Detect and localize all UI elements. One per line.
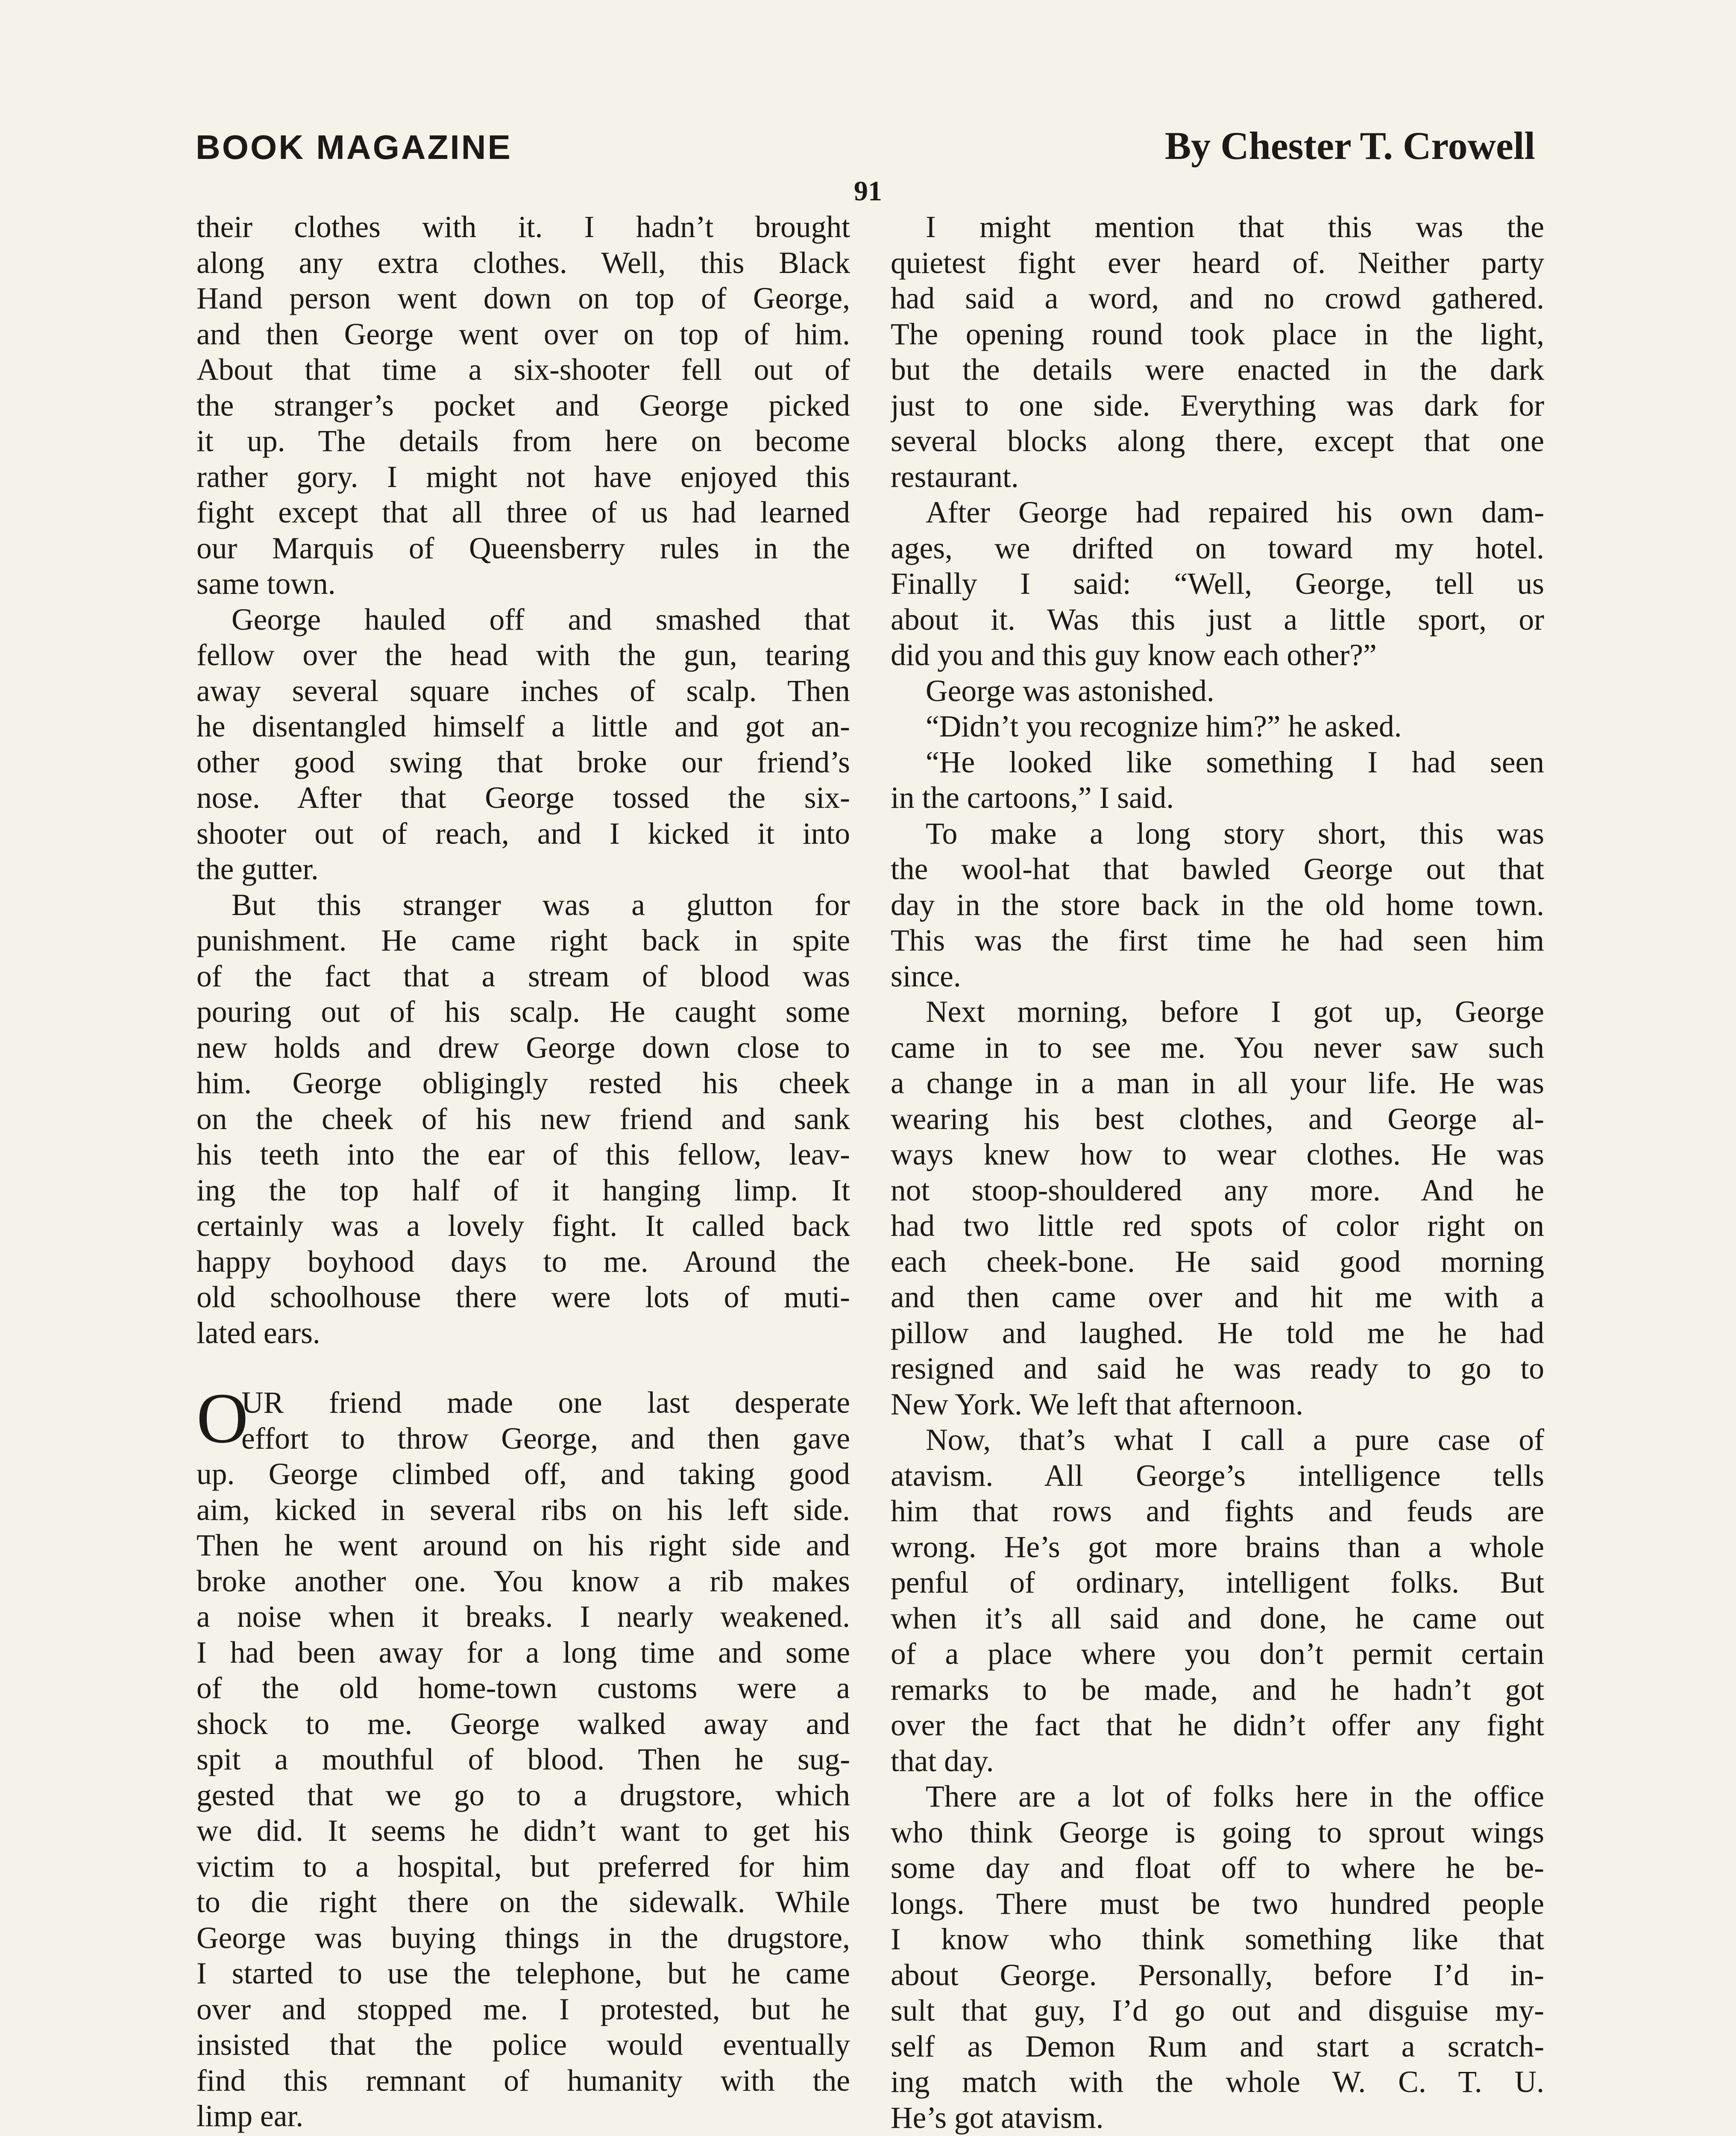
drop-cap: O (196, 1379, 249, 1458)
text-line: when it’s all said and done, he came out (891, 1601, 1544, 1635)
text-line: remarks to be made, and he hadn’t got (891, 1672, 1544, 1707)
text-line: limp ear. (196, 2099, 304, 2133)
text-line: George hauled off and smashed that (232, 602, 850, 637)
left-column (196, 209, 850, 2134)
text-line: ing the top half of it hanging limp. It (196, 1173, 850, 1207)
text-line: George was astonished. (926, 674, 1214, 708)
text-line: find this remnant of humanity with the (196, 2063, 850, 2098)
text-line: I might mention that this was the (926, 210, 1544, 244)
text-line: ing match with the whole W. C. T. U. (891, 2065, 1544, 2099)
text-line: To make a long story short, this was (926, 816, 1544, 851)
text-line: There are a lot of folks here in the office (926, 1780, 1544, 1813)
page-number: 91 (854, 176, 882, 207)
text-line: aim, kicked in several ribs on his left side. (196, 1493, 850, 1527)
text-line: the stranger’s pocket and George picked (196, 388, 850, 423)
text-line: in the cartoons,” I said. (891, 781, 1174, 815)
text-line: it up. The details from here on become (196, 424, 850, 458)
text-line: Next morning, before I got up, George (926, 995, 1544, 1029)
text-line: him. George obligingly rested his cheek (196, 1066, 850, 1100)
text-line: sult that guy, I’d go out and disguise my- (891, 1994, 1544, 2027)
text-line: effort to throw George, and then gave (241, 1421, 850, 1455)
text-line: had said a word, and no crowd gathered. (891, 282, 1544, 315)
text-line: certainly was a lovely fight. It called back (196, 1209, 850, 1243)
text-line: day in the store back in the old home town. (891, 888, 1544, 922)
text-line: did you and this guy know each other?” (891, 638, 1377, 672)
text-line: gested that we go to a drugstore, which (196, 1778, 850, 1812)
text-line: restaurant. (891, 460, 1019, 494)
text-line: This was the first time he had seen him (891, 924, 1544, 957)
text-line: who think George is going to sprout wings (891, 1815, 1544, 1849)
text-line: about George. Personally, before I’d in- (891, 1958, 1544, 1992)
text-line: his teeth into the ear of this fellow, leav- (196, 1138, 850, 1171)
text-line: victim to a hospital, but preferred for him (196, 1849, 850, 1884)
text-line: to die right there on the sidewalk. While (196, 1885, 850, 1919)
text-line: a change in a man in all your life. He was (891, 1066, 1544, 1100)
section-break-paragraph (196, 1379, 850, 1458)
left-column-text-part1 (196, 209, 850, 1351)
text-line: along any extra clothes. Well, this Black (196, 246, 850, 280)
text-line: but the details were enacted in the dark (891, 353, 1544, 387)
text-line: Then he went around on his right side and (196, 1529, 850, 1562)
text-line: the wool-hat that bawled George out that (891, 852, 1544, 886)
left-column-text-part2 (196, 1456, 850, 2134)
text-line: wearing his best clothes, and George al- (891, 1102, 1544, 1136)
text-line: pillow and laughed. He told me he had (891, 1316, 1544, 1350)
text-line: on the cheek of his new friend and sank (196, 1102, 850, 1136)
text-line: lated ears. (196, 1316, 320, 1350)
text-line: came in to see me. You never saw such (891, 1030, 1544, 1065)
text-line: I had been away for a long time and some (196, 1635, 850, 1669)
text-line: of the fact that a stream of blood was (196, 959, 850, 993)
text-line: each cheek-bone. He said good morning (891, 1244, 1544, 1279)
text-line: that day. (891, 1744, 994, 1778)
text-line: several blocks along there, except that one (891, 424, 1544, 458)
author-byline: By Chester T. Crowell (1164, 124, 1535, 167)
text-line: other good swing that broke our friend’s (196, 745, 850, 779)
text-line: happy boyhood days to me. Around the (196, 1244, 850, 1279)
text-line: Hand person went down on top of George, (196, 282, 850, 315)
text-line: same town. (196, 567, 336, 601)
text-line: Finally I said: “Well, George, tell us (891, 567, 1544, 601)
text-line: shooter out of reach, and I kicked it into (196, 816, 850, 851)
text-line: ages, we drifted on toward my hotel. (891, 531, 1544, 565)
text-line: broke another one. You know a rib makes (196, 1564, 850, 1598)
text-line: “Didn’t you recognize him?” he asked. (926, 710, 1402, 743)
text-line: not stoop-shouldered any more. And he (891, 1173, 1544, 1207)
text-line: a noise when it breaks. I nearly weakened. (196, 1600, 850, 1634)
text-line: insisted that the police would eventually (196, 2028, 850, 2062)
text-line: away several square inches of scalp. Then (196, 674, 850, 708)
text-line: since. (891, 959, 961, 993)
text-line: penful of ordinary, intelligent folks. But (891, 1566, 1544, 1599)
text-line: About that time a six-shooter fell out of (196, 353, 850, 387)
right-column (891, 209, 1544, 2136)
text-line: The opening round took place in the light, (891, 317, 1544, 351)
text-line: quietest fight ever heard of. Neither party (891, 246, 1544, 280)
text-line: wrong. He’s got more brains than a whole (891, 1530, 1544, 1564)
text-line: new holds and drew George down close to (196, 1030, 850, 1065)
text-line: rather gory. I might not have enjoyed this (196, 460, 850, 494)
text-line: ways knew how to wear clothes. He was (891, 1138, 1544, 1171)
text-line: self as Demon Rum and start a scratch- (891, 2029, 1544, 2063)
text-line: and then came over and hit me with a (891, 1280, 1544, 1314)
text-line: pouring out of his scalp. He caught some (196, 995, 850, 1029)
text-line: up. George climbed off, and taking good (196, 1457, 850, 1491)
text-line: But this stranger was a glutton for (232, 888, 850, 922)
text-line: New York. We left that afternoon. (891, 1387, 1303, 1421)
text-line: punishment. He came right back in spite (196, 924, 850, 957)
text-line: atavism. All George’s intelligence tells (891, 1458, 1544, 1493)
text-line: and then George went over on top of him. (196, 317, 850, 351)
text-line: Now, that’s what I call a pure case of (926, 1423, 1544, 1457)
text-line: fellow over the head with the gun, tearing (196, 638, 850, 672)
text-line: George was buying things in the drugstore, (196, 1921, 850, 1955)
text-line: their clothes with it. I hadn’t brought (196, 210, 850, 244)
text-line: longs. There must be two hundred people (891, 1887, 1544, 1921)
text-line: we did. It seems he didn’t want to get his (196, 1814, 850, 1848)
text-line: UR friend made one last desperate (241, 1386, 850, 1420)
text-line: over and stopped me. I protested, but he (196, 1992, 850, 2026)
magazine-title: BOOK MAGAZINE (196, 128, 512, 166)
text-line: he disentangled himself a little and got an- (196, 710, 850, 743)
text-line: I know who think something like that (891, 1922, 1544, 1956)
text-line: fight except that all three of us had learned (196, 496, 850, 529)
text-line: of the old home-town customs were a (196, 1671, 850, 1705)
text-line: spit a mouthful of blood. Then he sug- (196, 1743, 850, 1776)
text-line: had two little red spots of color right on (891, 1209, 1544, 1243)
text-line: our Marquis of Queensberry rules in the (196, 531, 850, 565)
text-line: over the fact that he didn’t offer any fight (891, 1708, 1544, 1742)
text-line: He’s got atavism. (891, 2101, 1104, 2135)
text-line: the gutter. (196, 852, 319, 886)
section-gap (196, 1351, 850, 1385)
text-line: resigned and said he was ready to go to (891, 1352, 1544, 1385)
text-line: nose. After that George tossed the six- (196, 781, 850, 815)
text-line: shock to me. George walked away and (196, 1707, 850, 1741)
text-line: just to one side. Everything was dark for (891, 388, 1544, 423)
right-column-text (891, 209, 1544, 2136)
text-line: about it. Was this just a little sport, or (891, 602, 1544, 637)
text-line: him that rows and fights and feuds are (891, 1494, 1544, 1528)
text-line: of a place where you don’t permit certain (891, 1637, 1544, 1671)
text-line: some day and float off to where he be- (891, 1851, 1544, 1885)
text-line: old schoolhouse there were lots of muti- (196, 1280, 850, 1314)
text-line: I started to use the telephone, but he came (196, 1957, 850, 1990)
text-line: “He looked like something I had seen (926, 745, 1544, 779)
running-header (196, 123, 1535, 168)
text-line: After George had repaired his own dam- (926, 496, 1544, 529)
